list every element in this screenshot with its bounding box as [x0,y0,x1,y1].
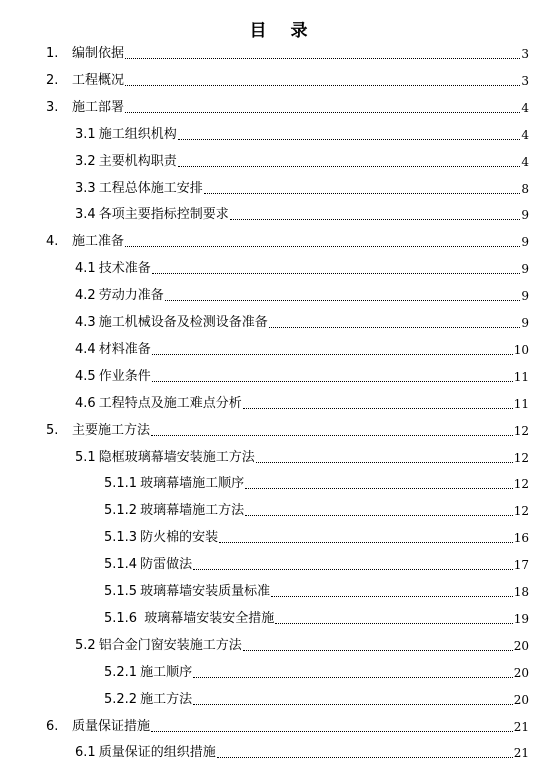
toc-entry-number: 4.3 [75,315,96,330]
toc-entry-title: 施工准备 [72,234,125,250]
toc-entry[interactable] [75,177,529,197]
toc-entry-title: 劳动力准备 [98,288,164,304]
toc-entry-title: 铝合金门窗安装施工方法 [98,637,242,653]
toc-dot-leader [256,462,513,463]
toc-dot-leader [125,85,520,86]
toc-dot-leader [245,488,513,489]
toc-entry-title: 材料准备 [98,341,151,357]
toc-entry-page: 9 [521,262,529,277]
toc-entry[interactable] [75,203,529,223]
toc-entry-number: 5.2.2 [104,691,138,707]
toc-entry[interactable] [104,580,529,600]
toc-entry[interactable] [46,419,529,439]
toc-entry[interactable] [46,69,529,89]
toc-dot-leader [271,596,513,597]
toc-entry-number: 3.3 [75,180,96,196]
toc-entry[interactable] [75,392,529,412]
toc-entry-number: 5.1.5 [104,584,138,599]
toc-entry-title: 主要机构职责 [98,153,177,169]
toc-entry-number: 1. [46,46,59,61]
toc-dot-leader [152,381,513,382]
toc-entry-title: 编制依据 [72,46,125,61]
toc-entry-number: 4.1 [75,261,96,277]
toc-entry-number: 4. [46,234,59,250]
toc-entry[interactable] [46,96,529,116]
toc-entry-title: 玻璃幕墙安装质量标准 [140,584,271,599]
toc-entry-title: 施工方法 [140,691,193,707]
toc-entry-number: 4.5 [75,368,96,384]
toc-entry-title: 质量保证措施 [72,718,151,734]
toc-entry-page: 3 [521,73,529,88]
toc-title-char-2: 录 [290,21,308,41]
toc-entry[interactable] [75,634,529,654]
toc-entry[interactable] [104,688,529,708]
toc-entry-title: 施工顺序 [140,664,193,680]
toc-title-char-1: 目 [249,21,267,41]
toc-entry-number: 4.2 [75,288,96,304]
toc-entry-page: 21 [513,719,529,734]
toc-entry[interactable] [104,553,529,573]
toc-entry-page: 20 [513,692,529,707]
toc-entry-number: 5.2.1 [104,664,138,680]
toc-entry-page: 16 [513,531,529,546]
toc-entry-number: 5.1 [75,449,96,465]
toc-dot-leader [151,435,513,436]
toc-dot-leader [193,677,513,678]
toc-dot-leader [152,354,513,355]
toc-entry-title: 隐框玻璃幕墙安装施工方法 [98,449,255,465]
toc-dot-leader [230,219,521,220]
toc-entry-page: 12 [513,504,529,519]
toc-dot-leader [178,166,521,167]
toc-entry-title: 防雷做法 [140,557,193,573]
toc-dot-leader [152,273,521,274]
toc-entry-title: 玻璃幕墙施工顺序 [140,476,245,492]
toc-entry-page: 18 [513,585,529,599]
toc-entry-page: 11 [513,369,529,384]
toc-entry[interactable] [46,230,529,250]
toc-entry-page: 11 [513,396,529,411]
toc-dot-leader [151,731,513,732]
toc-entry-page: 12 [513,423,529,438]
toc-entry-number: 3. [46,99,59,115]
toc-entry-number: 3.1 [75,126,96,142]
toc-entry-page: 12 [513,450,529,465]
toc-entry-title: 施工机械设备及检测设备准备 [98,315,268,330]
toc-dot-leader [204,193,521,194]
toc-entry-number: 3.2 [75,153,96,169]
toc-entry[interactable] [75,338,529,358]
toc-dot-leader [165,300,521,301]
toc-entry-page: 4 [521,100,529,115]
toc-entry-title: 防火棉的安装 [140,530,219,546]
toc-dot-leader [193,569,513,570]
toc-entry-page: 8 [521,181,529,196]
toc-entry[interactable] [75,311,529,331]
toc-entry-page: 9 [521,316,529,330]
toc-entry-page: 10 [513,342,529,357]
toc-entry-title: 工程总体施工安排 [98,180,203,196]
toc-entry[interactable] [104,661,529,681]
toc-entry-page: 17 [513,558,529,573]
toc-entry[interactable] [75,257,529,277]
toc-dot-leader [125,58,520,59]
toc-entry[interactable] [104,499,529,519]
toc-entry-page: 20 [513,665,529,680]
toc-entry-number: 4.6 [75,395,96,411]
toc-entry-title: 作业条件 [98,368,151,384]
toc-entry-page: 3 [521,47,529,61]
toc-entry-title: 施工组织机构 [98,126,177,142]
toc-dot-leader [269,327,521,328]
toc-entry-page: 20 [513,638,529,653]
toc-dot-leader [219,542,513,543]
toc-entry-title: 玻璃幕墙安装安全措施 [140,610,275,626]
toc-entry-title: 质量保证的组织措施 [98,745,216,761]
toc-entry-number: 6.1 [75,745,96,761]
toc-entry[interactable] [75,741,529,761]
toc-entry-title: 施工部署 [72,99,125,115]
toc-entry-number: 5.1.6 [104,610,138,626]
toc-entry-page: 19 [513,611,529,626]
toc-entry[interactable] [75,284,529,304]
toc-entry-number: 5.1.3 [104,530,138,546]
toc-entry-page: 21 [513,746,529,761]
toc-entry-title: 工程概况 [72,72,125,88]
toc-entry-number: 2. [46,72,59,88]
toc-entry-number: 5.1.2 [104,503,138,519]
toc-entry[interactable] [104,526,529,546]
toc-entry-number: 5. [46,422,59,438]
toc-entry[interactable] [104,607,529,627]
toc-dot-leader [245,515,513,516]
toc-entry-title: 工程特点及施工难点分析 [98,395,242,411]
toc-dot-leader [217,757,513,758]
toc-entry-title: 技术准备 [98,261,151,277]
toc-entry[interactable] [75,150,529,170]
toc-entry[interactable] [46,715,529,735]
toc-entry-number: 5.2 [75,637,96,653]
toc-entry[interactable] [75,123,529,143]
toc-dot-leader [243,408,513,409]
toc-entry-page: 12 [513,477,529,492]
toc-dot-leader [193,704,513,705]
toc-entry-page: 9 [521,235,529,250]
toc-title [0,16,557,41]
toc-dot-leader [275,623,513,624]
toc-entry-number: 6. [46,718,59,734]
toc-entry-title: 各项主要指标控制要求 [98,207,229,223]
toc-entry-number: 3.4 [75,207,96,223]
toc-entry[interactable] [75,446,529,466]
toc-entry-page: 4 [521,127,529,142]
toc-dot-leader [125,246,520,247]
toc-entry-number: 4.4 [75,341,96,357]
toc-dot-leader [178,139,521,140]
toc-entry-page: 9 [521,208,529,223]
toc-entry-number: 5.1.1 [104,476,138,492]
toc-entry-page: 9 [521,289,529,304]
toc-entry[interactable] [46,42,529,62]
toc-entry-number: 5.1.4 [104,557,138,573]
toc-dot-leader [243,650,513,651]
toc-entry[interactable] [104,472,529,492]
toc-dot-leader [125,112,520,113]
toc-entry-page: 4 [521,154,529,169]
toc-entry-title: 玻璃幕墙施工方法 [140,503,245,519]
toc-entry-title: 主要施工方法 [72,422,151,438]
toc-entry[interactable] [75,365,529,385]
